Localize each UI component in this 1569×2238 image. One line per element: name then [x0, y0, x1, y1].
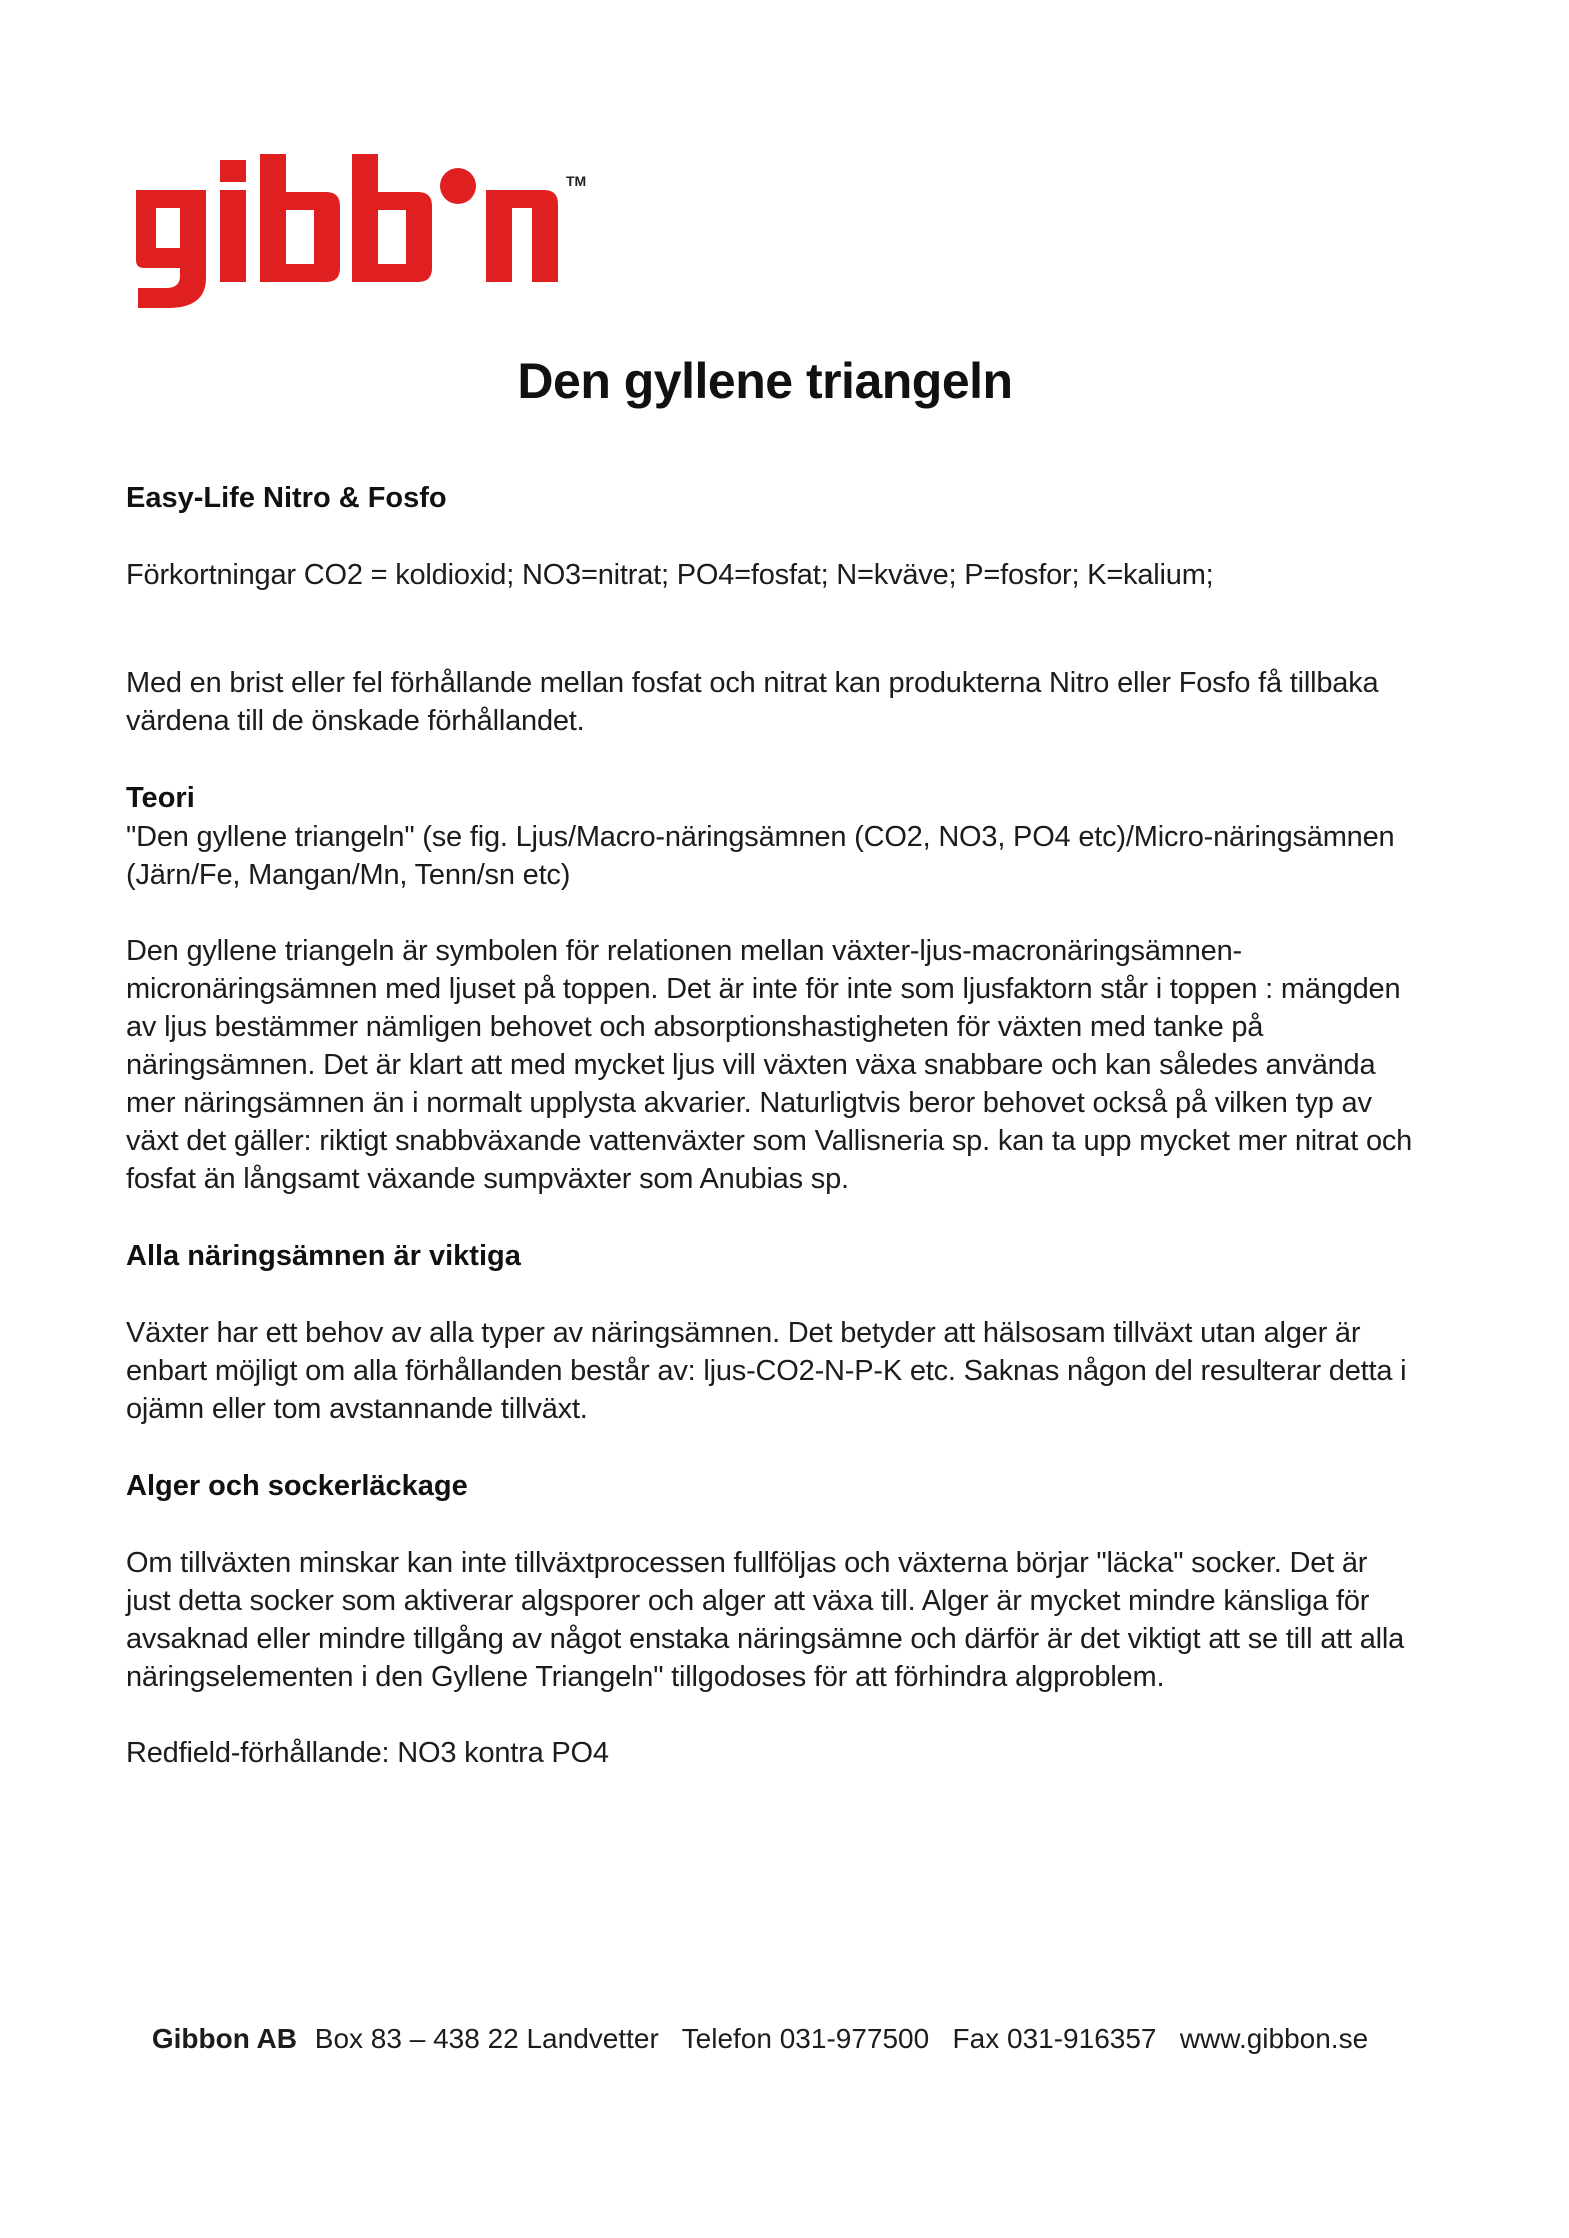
gibbon-logo [128, 150, 598, 310]
redfield-paragraph: Redfield-förhållande: NO3 kontra PO4 [126, 1737, 609, 1769]
teori-definition-paragraph: "Den gyllene triangeln" (se fig. Ljus/Macro-näringsämnen (CO2, NO3, PO4 etc)/Micro-näringsämnen (Järn/Fe, Mangan/Mn, Tenn/sn etc) [126, 821, 1395, 891]
document-body [126, 478, 1416, 1772]
footer-address: Box 83 – 438 22 Landvetter [314, 2023, 659, 2054]
page-title: Den gyllene triangeln [517, 353, 1013, 409]
teori-explanation-paragraph: Den gyllene triangeln är symbolen för relationen mellan växter-ljus-macronäringsämnen-micronäringsämnen med ljuset på toppen. Det är inte för inte som ljusfaktorn står i toppen : mängden av ljus bestämmer nämligen behovet och absorptionshastigheten för växten med tanke på näringsämnen. Det är klart att med mycket ljus vill växten växa snabbare och kan således använda mer näringsämnen än i normalt upplysta akvarier. Naturligtvis beror behovet också på vilken typ av växt det gäller: riktigt snabbväxande vattenväxter som Vallisneria sp. kan ta upp mycket mer nitrat och fosfat än långsamt växande sumpväxter som Anubias sp. [126, 935, 1413, 1195]
section-heading-easy-life: Easy-Life Nitro & Fosfo [126, 482, 447, 514]
section-heading-teori: Teori [126, 782, 195, 814]
alger-paragraph: Om tillväxten minskar kan inte tillväxtprocessen fullföljas och växterna börjar "läcka" socker. Det är just detta socker som aktiverar algsporer och alger att växa till. Alger är mycket mindre känsliga för avsaknad eller mindre tillgång av något enstaka näringsämne och därför är det viktigt att se till att alla näringselementen i den Gyllene Triangeln" tillgodoses för att förhindra algproblem. [126, 1547, 1405, 1693]
footer-phone: Telefon 031-977500 [681, 2023, 930, 2054]
gibbon-logo-graphic [128, 150, 598, 310]
section-heading-alger: Alger och sockerläckage [126, 1470, 468, 1502]
abbreviations-paragraph: Förkortningar CO2 = koldioxid; NO3=nitrat; PO4=fosfat; N=kväve; P=fosfor; K=kalium; [126, 559, 1214, 591]
trademark-mark: TM [566, 173, 587, 189]
footer-website[interactable]: www.gibbon.se [1179, 2023, 1369, 2054]
footer-company: Gibbon AB [151, 2023, 297, 2054]
section-heading-naringsamnen: Alla näringsämnen är viktiga [126, 1240, 521, 1272]
footer-fax: Fax 031-916357 [952, 2023, 1157, 2054]
intro-paragraph: Med en brist eller fel förhållande mellan fosfat och nitrat kan produkterna Nitro eller Fosfo få tillbaka värdena till de önskade förhållandet. [126, 667, 1379, 737]
naringsamnen-paragraph: Växter har ett behov av alla typer av näringsämnen. Det betyder att hälsosam tillväxt utan alger är enbart möjligt om alla förhållanden består av: ljus-CO2-N-P-K etc. Saknas någon del resulterar detta i ojämn eller tom avstannande tillväxt. [126, 1317, 1407, 1425]
footer-contact [0, 2023, 1520, 2055]
